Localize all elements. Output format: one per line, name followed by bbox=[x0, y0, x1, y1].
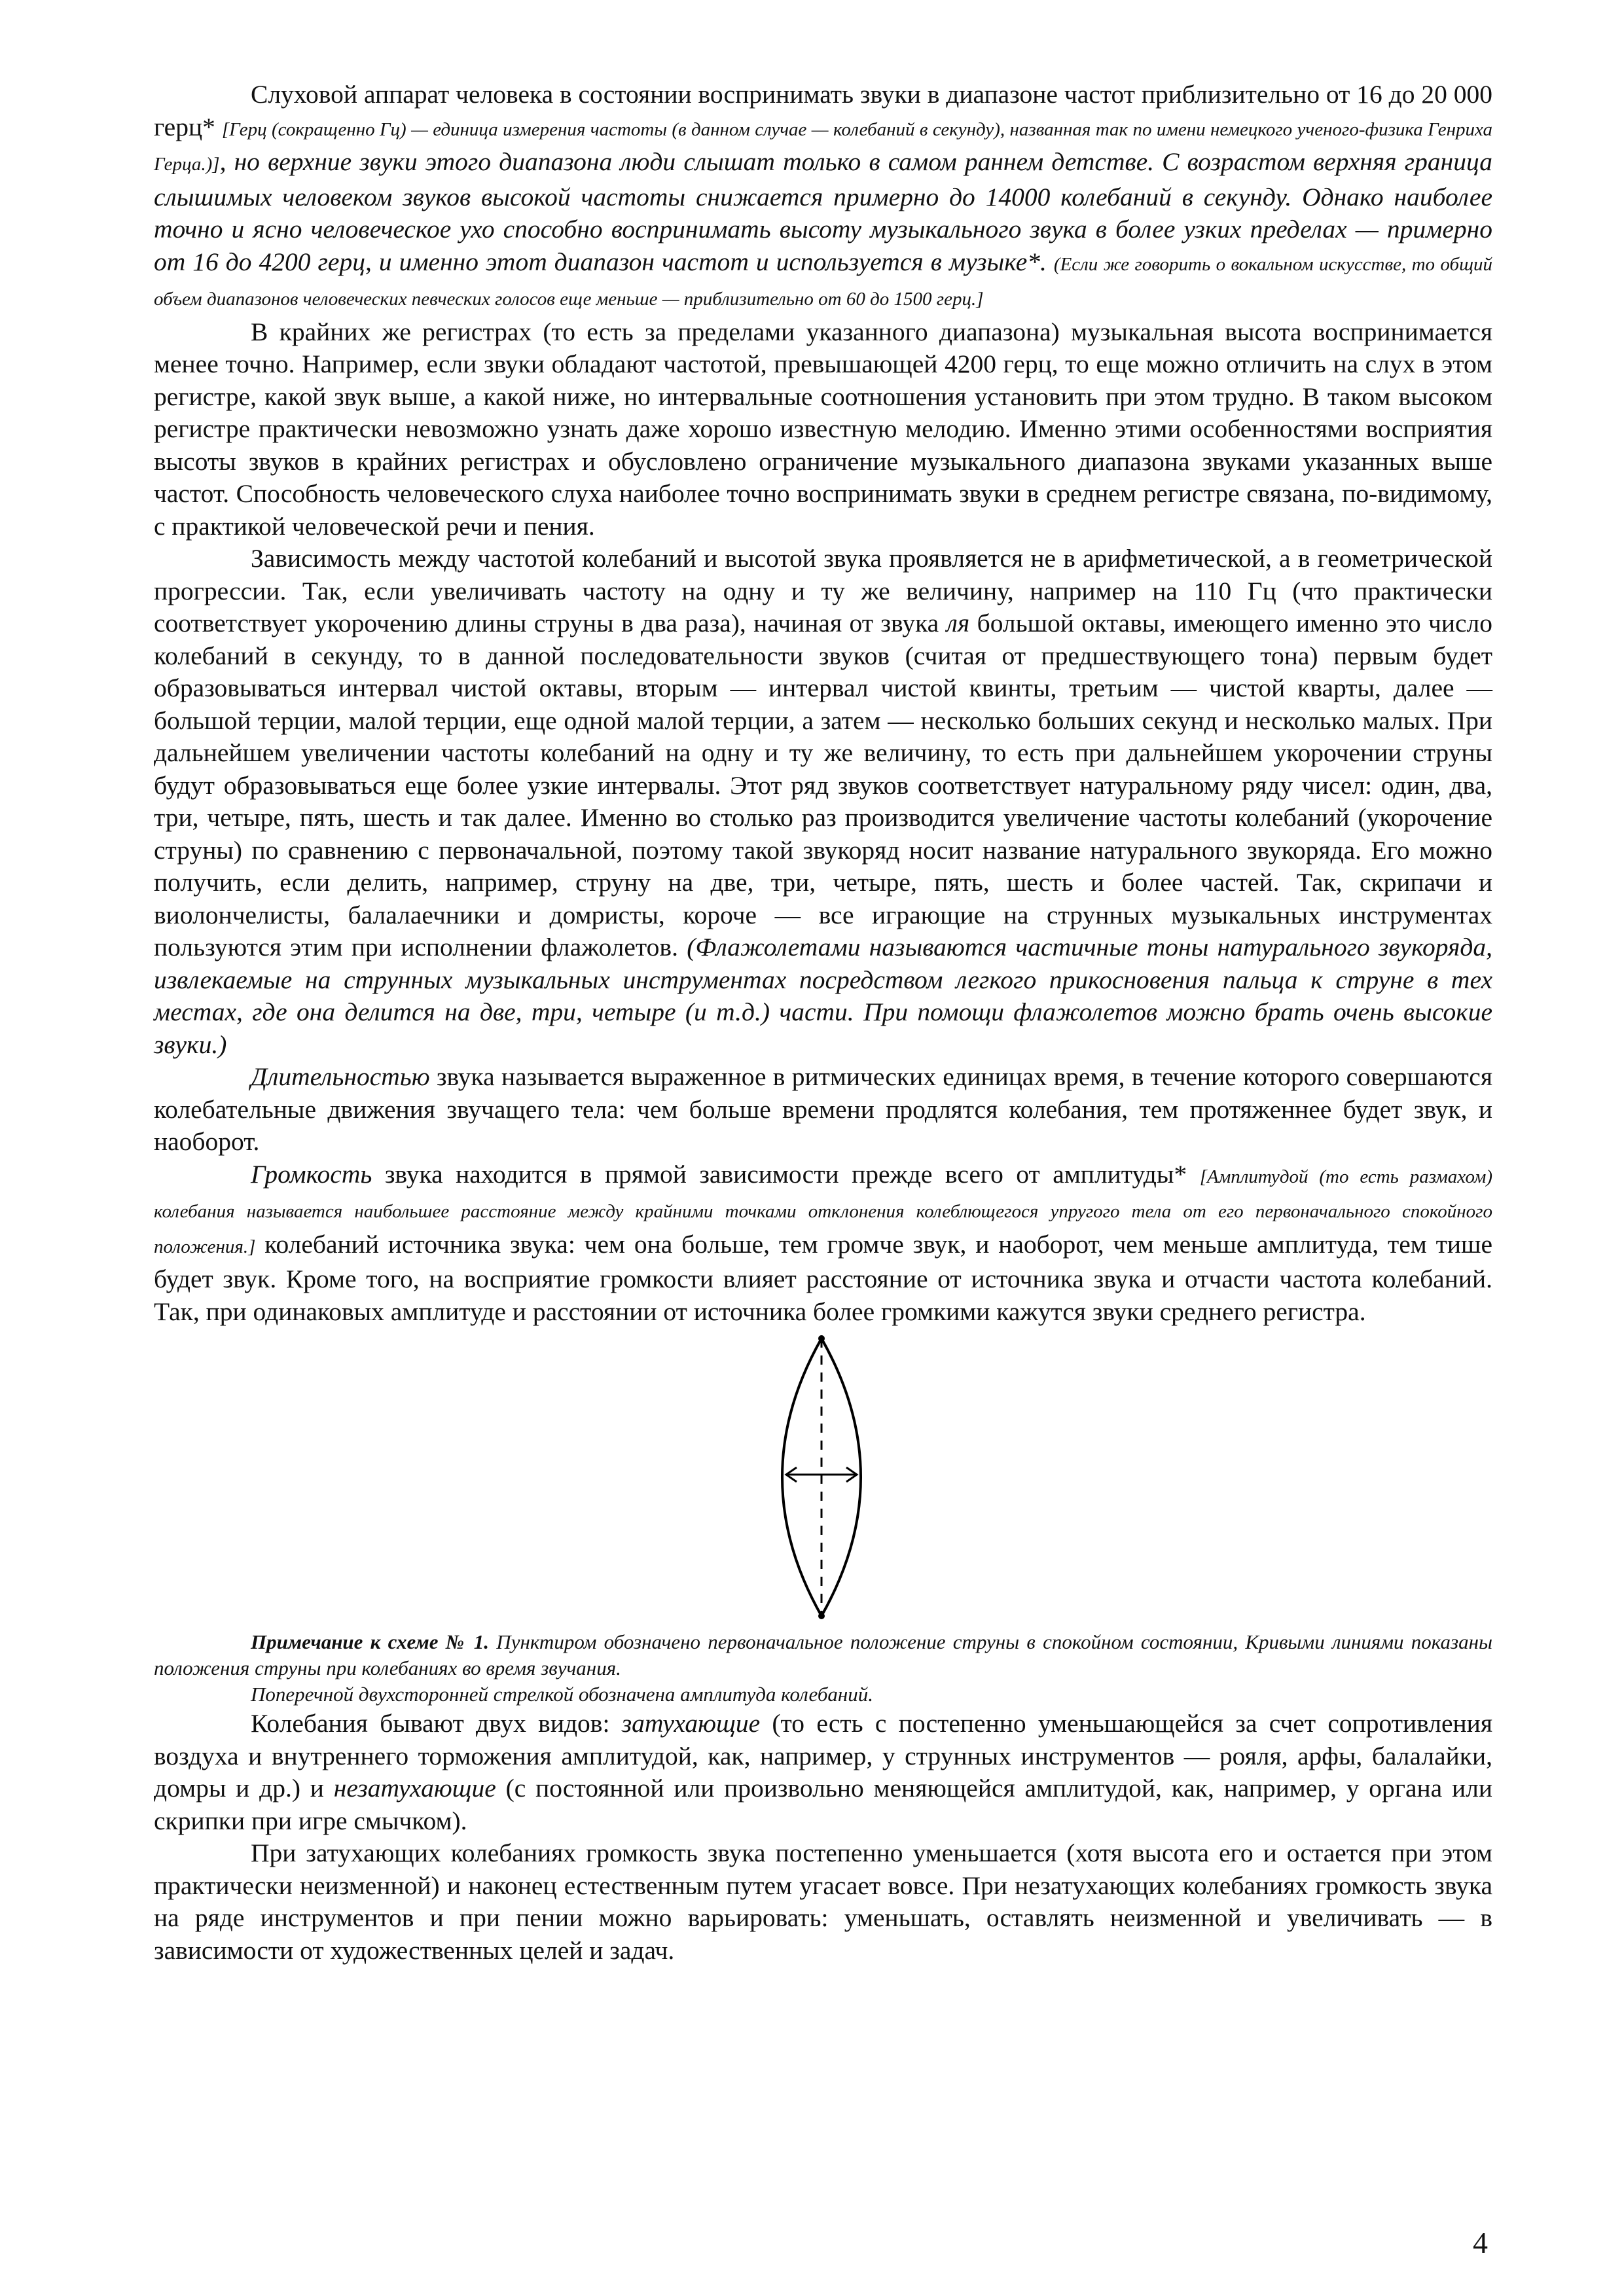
term-undamped: незатухающие bbox=[333, 1774, 496, 1803]
caption-label: Примечание к схеме № 1. bbox=[251, 1630, 490, 1653]
diagram-caption-arrow: Поперечной двухсторонней стрелкой обозначена амплитуда колебаний. bbox=[251, 1683, 874, 1706]
paragraph-damped-oscillations: При затухающих колебаниях громкость звука постепенно уменьшается (хотя высота его и остается при этом практически неизменной) и наконец естественным путем угасает вовсе. При незатухающих колебаниях громкость звука на ряде инструментов и при пении можно варьировать: уменьшать, оставлять неизменной и увеличивать — в зависимости от художественных целей и задач. bbox=[154, 1839, 1492, 1965]
text-span-italic: , но верхние звуки этого диапазона люди слышат только в самом раннем детстве. С возрастом верхняя граница слышимых человеком звуков высокой частоты снижается примерно до 14000 колебаний в секунду. Однако наиболее точно и ясно человеческое ухо способно воспринимать высоту музыкального звука в более узких пределах — примерно от 16 до 4200 герц, и именно этот диапазон частот и используется в музыке*. bbox=[154, 147, 1492, 276]
footnote-amplitude: [Амплитудой (то есть размахом) колебания называется наибольшее расстояние между крайними точками отклонения колеблющегося упругого тела от его первоначального спокойного положения.] bbox=[154, 1166, 1492, 1257]
footnote-vocal-range: (Если же говорить о вокальном искусстве, то общий объем диапазонов человеческих певческих голосов еще меньше — приблизительно от 60 до 1500 герц.] bbox=[154, 253, 1493, 310]
paragraph-oscillation-types bbox=[154, 1708, 1492, 1837]
text-span: Зависимость между частотой колебаний и высотой звука проявляется не в арифметической, а в геометрической прогрессии. Так, если увеличивать частоту на одну и ту же величину, например на 110 Гц (что практически соответствует укорочению длины струны в два раза), начиная от звука bbox=[154, 544, 1492, 637]
string-curve-right bbox=[821, 1338, 861, 1616]
diagram-caption bbox=[154, 1629, 1492, 1681]
paragraph-extreme-registers: В крайних же регистрах (то есть за пределами указанного диапазона) музыкальная высота воспринимается менее точно. Например, если звуки обладают частотой, превышающей 4200 герц, то еще можно отличить на слух в этом регистре, какой звук выше, а какой ниже, но интервальные соотношения установить при этом трудно. В таком высоком регистре практически невозможно узнать даже хорошо известную мелодию. Именно этими особенностями восприятия высоты звуков в крайних регистрах и обусловлено ограничение музыкального диапазона звуками указанных выше частот. Способность человеческого слуха наиболее точно воспринимать звуки в среднем регистре связана, по-видимому, с практикой человеческой речи и пения. bbox=[154, 317, 1492, 541]
text-span: (то есть с постепенно уменьшающейся за счет сопротивления воздуха и внутреннего торможения амплитудой, как, например, у струнных инструментов — рояля, арфы, балалайки, домры и др.) и bbox=[154, 1709, 1492, 1803]
text-span: колебаний источника звука: чем она больше, тем громче звук, и наоборот, чем меньше амплитуда, тем тише будет звук. Кроме того, на восприятие громкости влияет расстояние от источника звука и отчасти частота колебаний. Так, при одинаковых амплитуде и расстоянии от источника более громкими кажутся звуки среднего регистра. bbox=[154, 1229, 1492, 1326]
string-vibration-svg bbox=[756, 1333, 893, 1621]
paragraph-loudness bbox=[154, 1158, 1492, 1329]
caption-text: Пунктиром обозначено первоначальное положение струны в спокойном состоянии, Кривыми линиями показаны положения струны при колебаниях во время звучания. bbox=[154, 1630, 1492, 1679]
paragraph-hearing-range bbox=[154, 79, 1492, 316]
note-name: ля bbox=[946, 609, 970, 637]
term-loudness: Громкость bbox=[251, 1159, 372, 1189]
term-damped: затухающие bbox=[621, 1709, 761, 1738]
text-span: Колебания бывают двух видов: bbox=[251, 1709, 622, 1738]
page-content bbox=[154, 79, 1492, 1967]
text-span: (с постоянной или произвольно меняющейся амплитудой, как, например, у органа или скрипки при игре смычком). bbox=[154, 1774, 1492, 1835]
term-duration: Длительностью bbox=[251, 1062, 430, 1091]
text-span: Слуховой аппарат человека в состоянии воспринимать звуки в диапазоне частот приблизительно от 16 до 20 000 герц* bbox=[154, 80, 1492, 141]
harmonics-definition: (Флажолетами называются частичные тоны натурального звукоряда, извлекаемые на струнных музыкальных инструментах посредством легкого прикосновения пальца к струне в тех местах, где она делится на две, три, четыре (и т.д.) части. При помощи флажолетов можно брать очень высокие звуки.) bbox=[154, 933, 1493, 1059]
paragraph-duration bbox=[154, 1061, 1492, 1158]
text-span: большой октавы, имеющего именно это число колебаний в секунду, то в данной последовательности звуков (считая от предшествующего тона) первым будет образовываться интервал чистой октавы, вторым — интервал чистой квинты, третьим — чистой кварты, далее — большой терции, малой терции, еще одной малой терции, а затем — несколько больших секунд и несколько малых. При дальнейшем увеличении частоты колебаний на одну и ту же величину, то есть при дальнейшем укорочении струны будут образовываться еще более узкие интервалы. Этот ряд звуков соответствует натуральному ряду чисел: один, два, три, четыре, пять, шесть и так далее. Именно во столько раз производится увеличение частоты колебаний (укорочение струны) по сравнению с первоначальной, поэтому такой звукоряд носит название натурального звукоряда. Его можно получить, если делить, например, струну на две, три, четыре, пять, шесть и более частей. Так, скрипачи и виолончелисты, балалаечники и домристы, короче — все играющие на струнных музыкальных инструментах пользуются этим при исполнении флажолетов. bbox=[154, 609, 1492, 961]
string-anchor-top bbox=[818, 1335, 825, 1342]
string-vibration-diagram bbox=[154, 1333, 1492, 1621]
text-span: звука называется выраженное в ритмических единицах время, в течение которого совершаются колебательные движения звучащего тела: чем больше времени продлятся колебания, тем протяженнее будет звук, и наоборот. bbox=[154, 1062, 1492, 1156]
paragraph-frequency-pitch bbox=[154, 543, 1492, 1061]
text-span: звука находится в прямой зависимости прежде всего от амплитуды* bbox=[372, 1159, 1200, 1189]
string-curve-left bbox=[782, 1338, 821, 1616]
footnote-hertz: [Герц (сокращенно Гц) — единица измерения частоты (в данном случае — колебаний в секунду), названная так по имени немецкого ученого-физика Генриха Герца.)] bbox=[154, 118, 1492, 175]
string-anchor-bottom bbox=[818, 1613, 825, 1619]
page-number: 4 bbox=[1473, 2226, 1488, 2259]
